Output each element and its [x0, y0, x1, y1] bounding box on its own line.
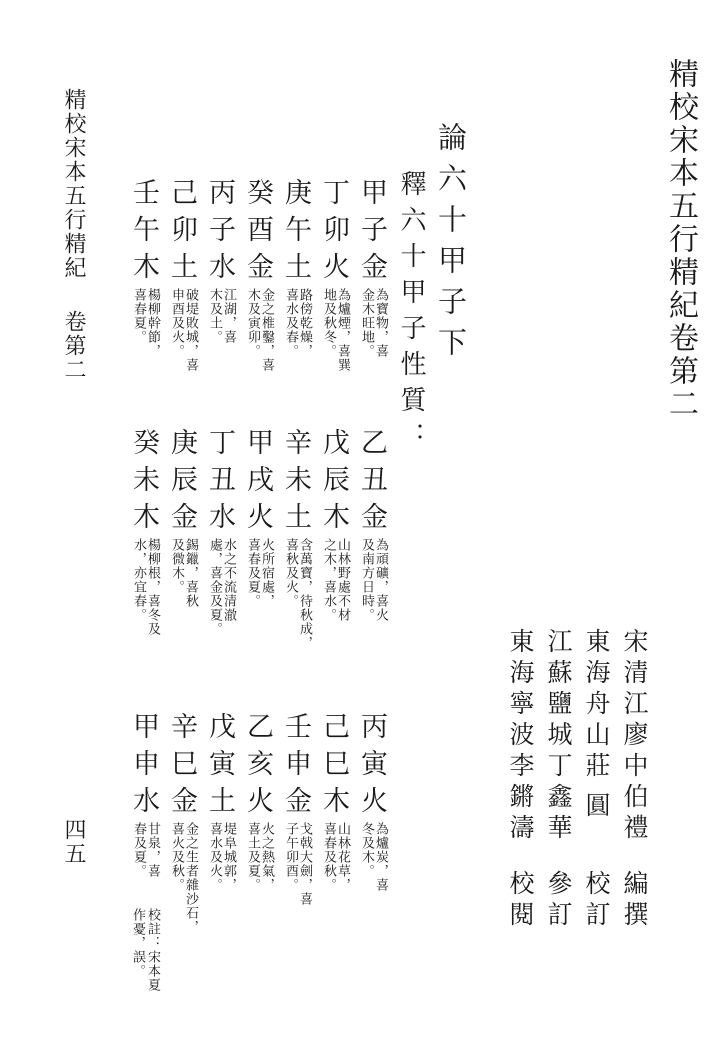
entry-note: 破堤敗城，喜 — [183, 288, 198, 372]
entry-head: 戊辰木 — [318, 428, 349, 539]
entry-note: 喜土及夏。 — [245, 822, 260, 892]
entry-note: 喜水及春。 — [283, 288, 298, 358]
entry-note: 堤阜城郭， — [221, 822, 236, 892]
entry-note: 為頑礦，喜火 — [373, 538, 388, 622]
entry-note: 楊柳根，喜冬及 — [145, 538, 160, 636]
entry-note: 江湖，喜 — [221, 288, 236, 344]
entry-note: 冬及木。 — [359, 822, 374, 878]
credit-line-1: 東海舟山莊 — [582, 628, 611, 783]
entry-note: 火所宿處， — [259, 538, 274, 608]
credit-line-3: 東海寧波李鏘濤 — [506, 628, 535, 845]
entry-note: 之木，喜水。 — [321, 538, 336, 622]
entry-note: 甘泉，喜 — [145, 822, 160, 878]
entry-note: 喜春及秋。 — [321, 822, 336, 892]
entry-head: 辛巳金 — [166, 712, 197, 823]
book-title: 精校宋本五行精紀卷第二 — [663, 58, 698, 421]
entry-note: 金之椎鑿，喜 — [259, 288, 274, 372]
entry-note: 山林野處不材 — [335, 538, 350, 622]
entry-head: 丙子水 — [204, 178, 235, 289]
side-volume: 卷第二 — [61, 310, 86, 382]
entry-head: 甲戌火 — [242, 428, 273, 539]
credit-line-2: 江蘇鹽城丁鑫華 — [544, 628, 573, 845]
entry-note: 金木旺地。 — [359, 288, 374, 358]
entry-note: 地及秋冬。 — [321, 288, 336, 358]
credit-role-3: 校閱 — [506, 870, 535, 932]
entry-head: 庚辰金 — [166, 428, 197, 539]
entry-note: 喜春及夏。 — [245, 538, 260, 608]
credit-role-0: 編撰 — [620, 870, 649, 932]
entry-note: 水之不流清澈 — [221, 538, 236, 622]
entry-note: 火之熱氣， — [259, 822, 274, 892]
entry-note: 水，亦宜春。 — [131, 538, 146, 622]
entry-head: 丁卯火 — [318, 178, 349, 289]
entry-head: 壬申金 — [280, 712, 311, 823]
entry-note: 路傍乾燥， — [297, 288, 312, 358]
entry-head: 丁丑水 — [204, 428, 235, 539]
entry-head: 丙寅火 — [356, 712, 387, 823]
credit-role-2: 參訂 — [544, 870, 573, 932]
entry-note: 木及寅卯。 — [245, 288, 260, 358]
entry-note: 戈戟大劍，喜 — [297, 822, 312, 906]
credit-line-0: 宋清江廖中伯禮 — [620, 628, 649, 845]
entry-head: 乙亥火 — [242, 712, 273, 823]
entry-note: 為寶物，喜 — [373, 288, 388, 358]
entry-head: 壬午木 — [128, 178, 159, 289]
footnote-line: 作憂，誤。 — [130, 908, 145, 978]
entry-note: 及微木。 — [169, 538, 184, 594]
entry-note: 為爐煙，喜巽 — [335, 288, 350, 372]
entry-note: 木及土。 — [207, 288, 222, 344]
page-number: 四五 — [61, 818, 86, 866]
entry-head: 甲申水 — [128, 712, 159, 823]
entry-head: 癸酉金 — [242, 178, 273, 289]
entry-head: 甲子金 — [356, 178, 387, 289]
entry-head: 己卯土 — [166, 178, 197, 289]
side-title: 精校宋本五行精紀 — [61, 88, 86, 280]
entry-note: 喜水及火。 — [207, 822, 222, 892]
entry-note: 申酉及火。 — [169, 288, 184, 358]
entry-head: 辛未土 — [280, 428, 311, 539]
entry-note: 為爐炭，喜 — [373, 822, 388, 892]
footnote-line: 校註：宋本夏 — [145, 908, 160, 992]
entry-head: 戊寅土 — [204, 712, 235, 823]
entry-note: 子午卯酉。 — [283, 822, 298, 892]
section-heading: 論六十甲子下 — [434, 122, 468, 368]
entry-note: 及南方日時。 — [359, 538, 374, 622]
entry-head: 己巳木 — [318, 712, 349, 823]
entry-note: 金之生者雜沙石， — [183, 822, 198, 934]
entry-note: 山林花草， — [335, 822, 350, 892]
entry-note: 喜春夏。 — [131, 288, 146, 344]
entry-head: 癸未木 — [128, 428, 159, 539]
entry-note: 錫鑞，喜秋 — [183, 538, 198, 608]
entry-note: 楊柳幹節， — [145, 288, 160, 358]
entry-note: 喜秋及火。 — [283, 538, 298, 608]
section-subheading: 釋六十甲子性質： — [396, 170, 426, 458]
credit-role2-1: 校訂 — [582, 870, 611, 932]
credit-role-1: 圓 — [582, 792, 611, 823]
entry-note: 喜火及秋。 — [169, 822, 184, 892]
entry-head: 庚午土 — [280, 178, 311, 289]
entry-head: 乙丑金 — [356, 428, 387, 539]
entry-note: 春及夏。 — [131, 822, 146, 878]
entry-note: 處，喜金及夏。 — [207, 538, 222, 636]
entry-note: 含萬寶，待秋成， — [297, 538, 312, 650]
